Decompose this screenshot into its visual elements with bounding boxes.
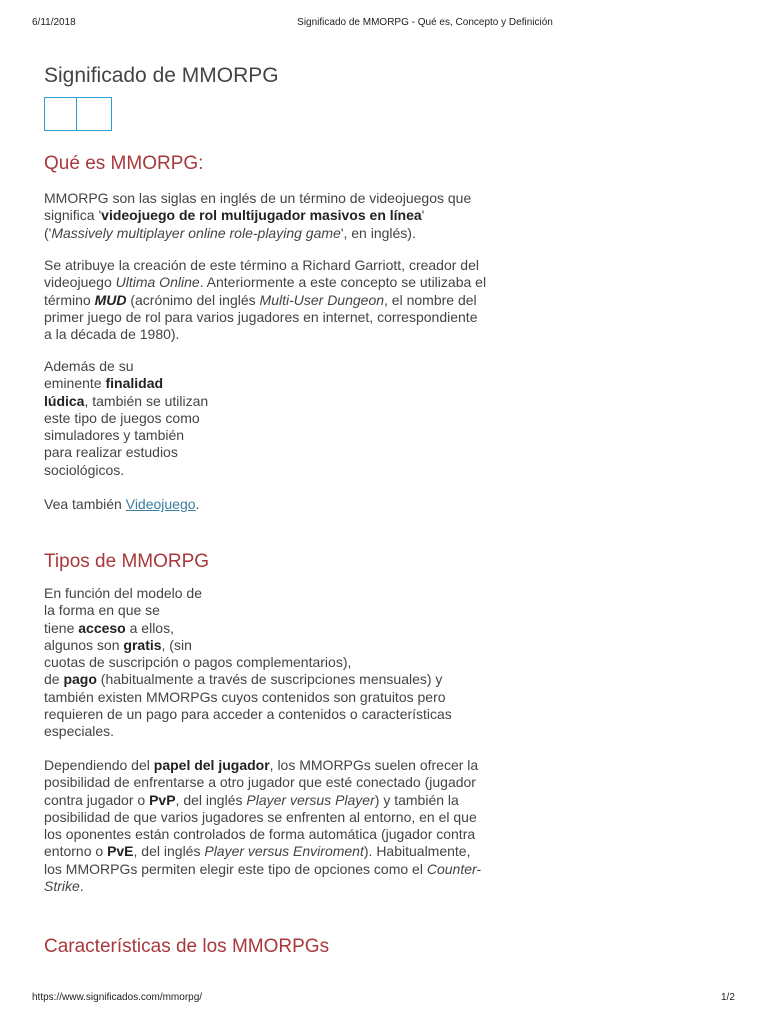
link-videojuego[interactable]: Videojuego <box>125 496 196 512</box>
paragraph-vea-tambien: Vea también Videojuego. <box>44 496 200 512</box>
print-url: https://www.significados.com/mmorpg/ <box>32 992 203 1003</box>
heading-tipos: Tipos de MMORPG <box>44 551 210 572</box>
paragraph-origen: Se atribuye la creación de este término a Richard Garriott, creador del videojuego Ultima Online. Anteriormente a este concepto se utilizaba el término MUD (acrónimo del inglés Multi-User Dungeon, el nombre del primer juego de rol para varios jugadores en internet, correspondiente a la década de 1980). <box>44 257 487 343</box>
paragraph-definicion: MMORPG son las siglas en inglés de un término de videojuegos que significa 'videojuego de rol multijugador masivos en línea' ('Massively multiplayer online role-playing game', en inglés). <box>44 190 472 241</box>
print-page-title: Significado de MMORPG - Qué es, Concepto y Definición <box>297 17 553 28</box>
print-date: 6/11/2018 <box>32 17 76 28</box>
share-button[interactable] <box>44 97 77 131</box>
paragraph-papel-jugador: Dependiendo del papel del jugador, los MMORPGs suelen ofrecer la posibilidad de enfrentarse a otro jugador que esté conectado (jugador contra jugador o PvP, del inglés Player versus Player) y también la posibilidad de que varios jugadores se enfrenten al entorno, en el que los oponentes están controlados de forma automática (jugador contra entorno o PvE, del inglés Player versus Enviroment). Habitualmente, los MMORPGs permiten elegir este tipo de opciones como el Counter- Strike. <box>44 757 482 895</box>
paragraph-finalidad: Además de su eminente finalidad lúdica, también se utilizan este tipo de juegos como simuladores y también para realizar estudios sociológicos. <box>44 358 209 478</box>
heading-caracteristicas: Características de los MMORPGs <box>44 936 330 957</box>
article-title: Significado de MMORPG <box>44 64 279 87</box>
share-button[interactable] <box>77 97 112 131</box>
print-page-number: 1/2 <box>721 992 735 1003</box>
heading-que-es: Qué es MMORPG: <box>44 153 204 174</box>
share-buttons <box>44 97 112 131</box>
paragraph-modelo: En función del modelo de la forma en que se tiene acceso a ellos, algunos son gratis, (sin cuotas de suscripción o pagos complementarios), de pago (habitualmente a través de suscripciones mensuales) y también existen MMORPGs cuyos contenidos son gratuitos pero requieren de un pago para acceder a contenidos o características especiales. <box>44 585 452 740</box>
